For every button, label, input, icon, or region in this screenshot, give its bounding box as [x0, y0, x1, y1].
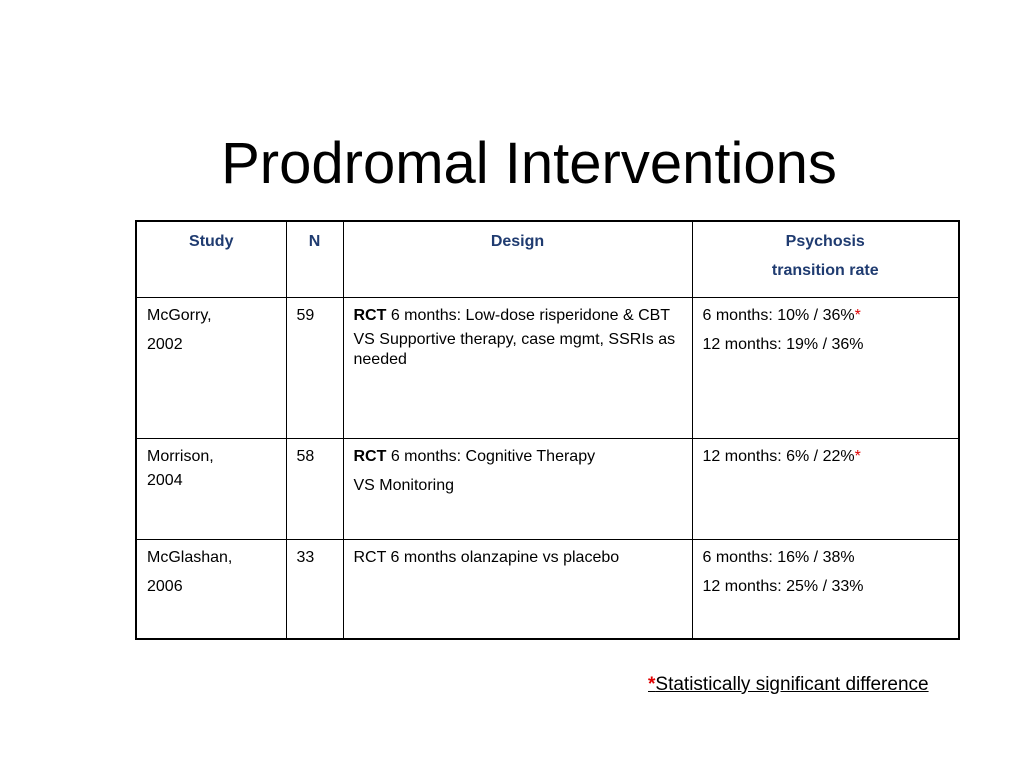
interventions-table	[135, 220, 960, 640]
header-design: Design	[343, 221, 692, 298]
cell-n: 59	[286, 298, 343, 439]
header-rate-line2: transition rate	[771, 262, 879, 279]
cell-study	[136, 298, 286, 439]
cell-design	[343, 439, 692, 540]
header-n: N	[286, 221, 343, 298]
table-row	[136, 439, 959, 540]
header-rate-line1: Psychosis	[785, 233, 865, 250]
slide-title: Prodromal Interventions	[221, 131, 837, 196]
header-transition-rate	[692, 221, 959, 298]
footnote-text: Statistically significant difference	[655, 674, 929, 695]
rate-line1-text: 6 months: 10% / 36%	[702, 307, 855, 324]
cell-transition-rate	[692, 540, 959, 640]
rate-line2: 12 months: 25% / 33%	[702, 578, 864, 595]
study-name: McGorry,	[147, 307, 212, 324]
design-line2: VS Monitoring	[353, 477, 454, 494]
cell-transition-rate	[692, 439, 959, 540]
table-row	[136, 540, 959, 640]
rate-line1: 6 months: 16% / 38%	[702, 549, 855, 566]
design-rct-label: RCT	[353, 307, 387, 324]
design-line1: RCT 6 months olanzapine vs placebo	[353, 549, 620, 566]
study-name: Morrison,	[147, 448, 214, 465]
design-line1-text: 6 months: Cognitive Therapy	[386, 448, 596, 465]
cell-n: 58	[286, 439, 343, 540]
table-row	[136, 298, 959, 439]
design-line1-text: 6 months: Low-dose risperidone & CBT	[386, 307, 671, 324]
rate-line2: 12 months: 19% / 36%	[702, 336, 864, 353]
footnote-mark: *	[648, 674, 656, 695]
cell-design	[343, 540, 692, 640]
cell-study	[136, 540, 286, 640]
design-rct-label: RCT	[353, 448, 387, 465]
rate-line1	[703, 447, 949, 467]
cell-design	[343, 298, 692, 439]
design-line1	[354, 306, 682, 326]
design-line2: VS Supportive therapy, case mgmt, SSRIs as needed	[353, 331, 676, 368]
rate-line1-text: 12 months: 6% / 22%	[702, 448, 855, 465]
rate-line1	[703, 306, 949, 326]
table-header-row	[136, 221, 959, 298]
study-year: 2006	[147, 578, 183, 595]
cell-n: 33	[286, 540, 343, 640]
study-name: McGlashan,	[147, 549, 233, 566]
significance-mark: *	[854, 307, 861, 324]
cell-transition-rate	[692, 298, 959, 439]
cell-study	[136, 439, 286, 540]
footnote	[648, 673, 929, 697]
significance-mark: *	[854, 448, 861, 465]
header-study: Study	[136, 221, 286, 298]
study-year: 2004	[147, 472, 183, 489]
design-line1	[354, 447, 682, 467]
study-year: 2002	[147, 336, 183, 353]
